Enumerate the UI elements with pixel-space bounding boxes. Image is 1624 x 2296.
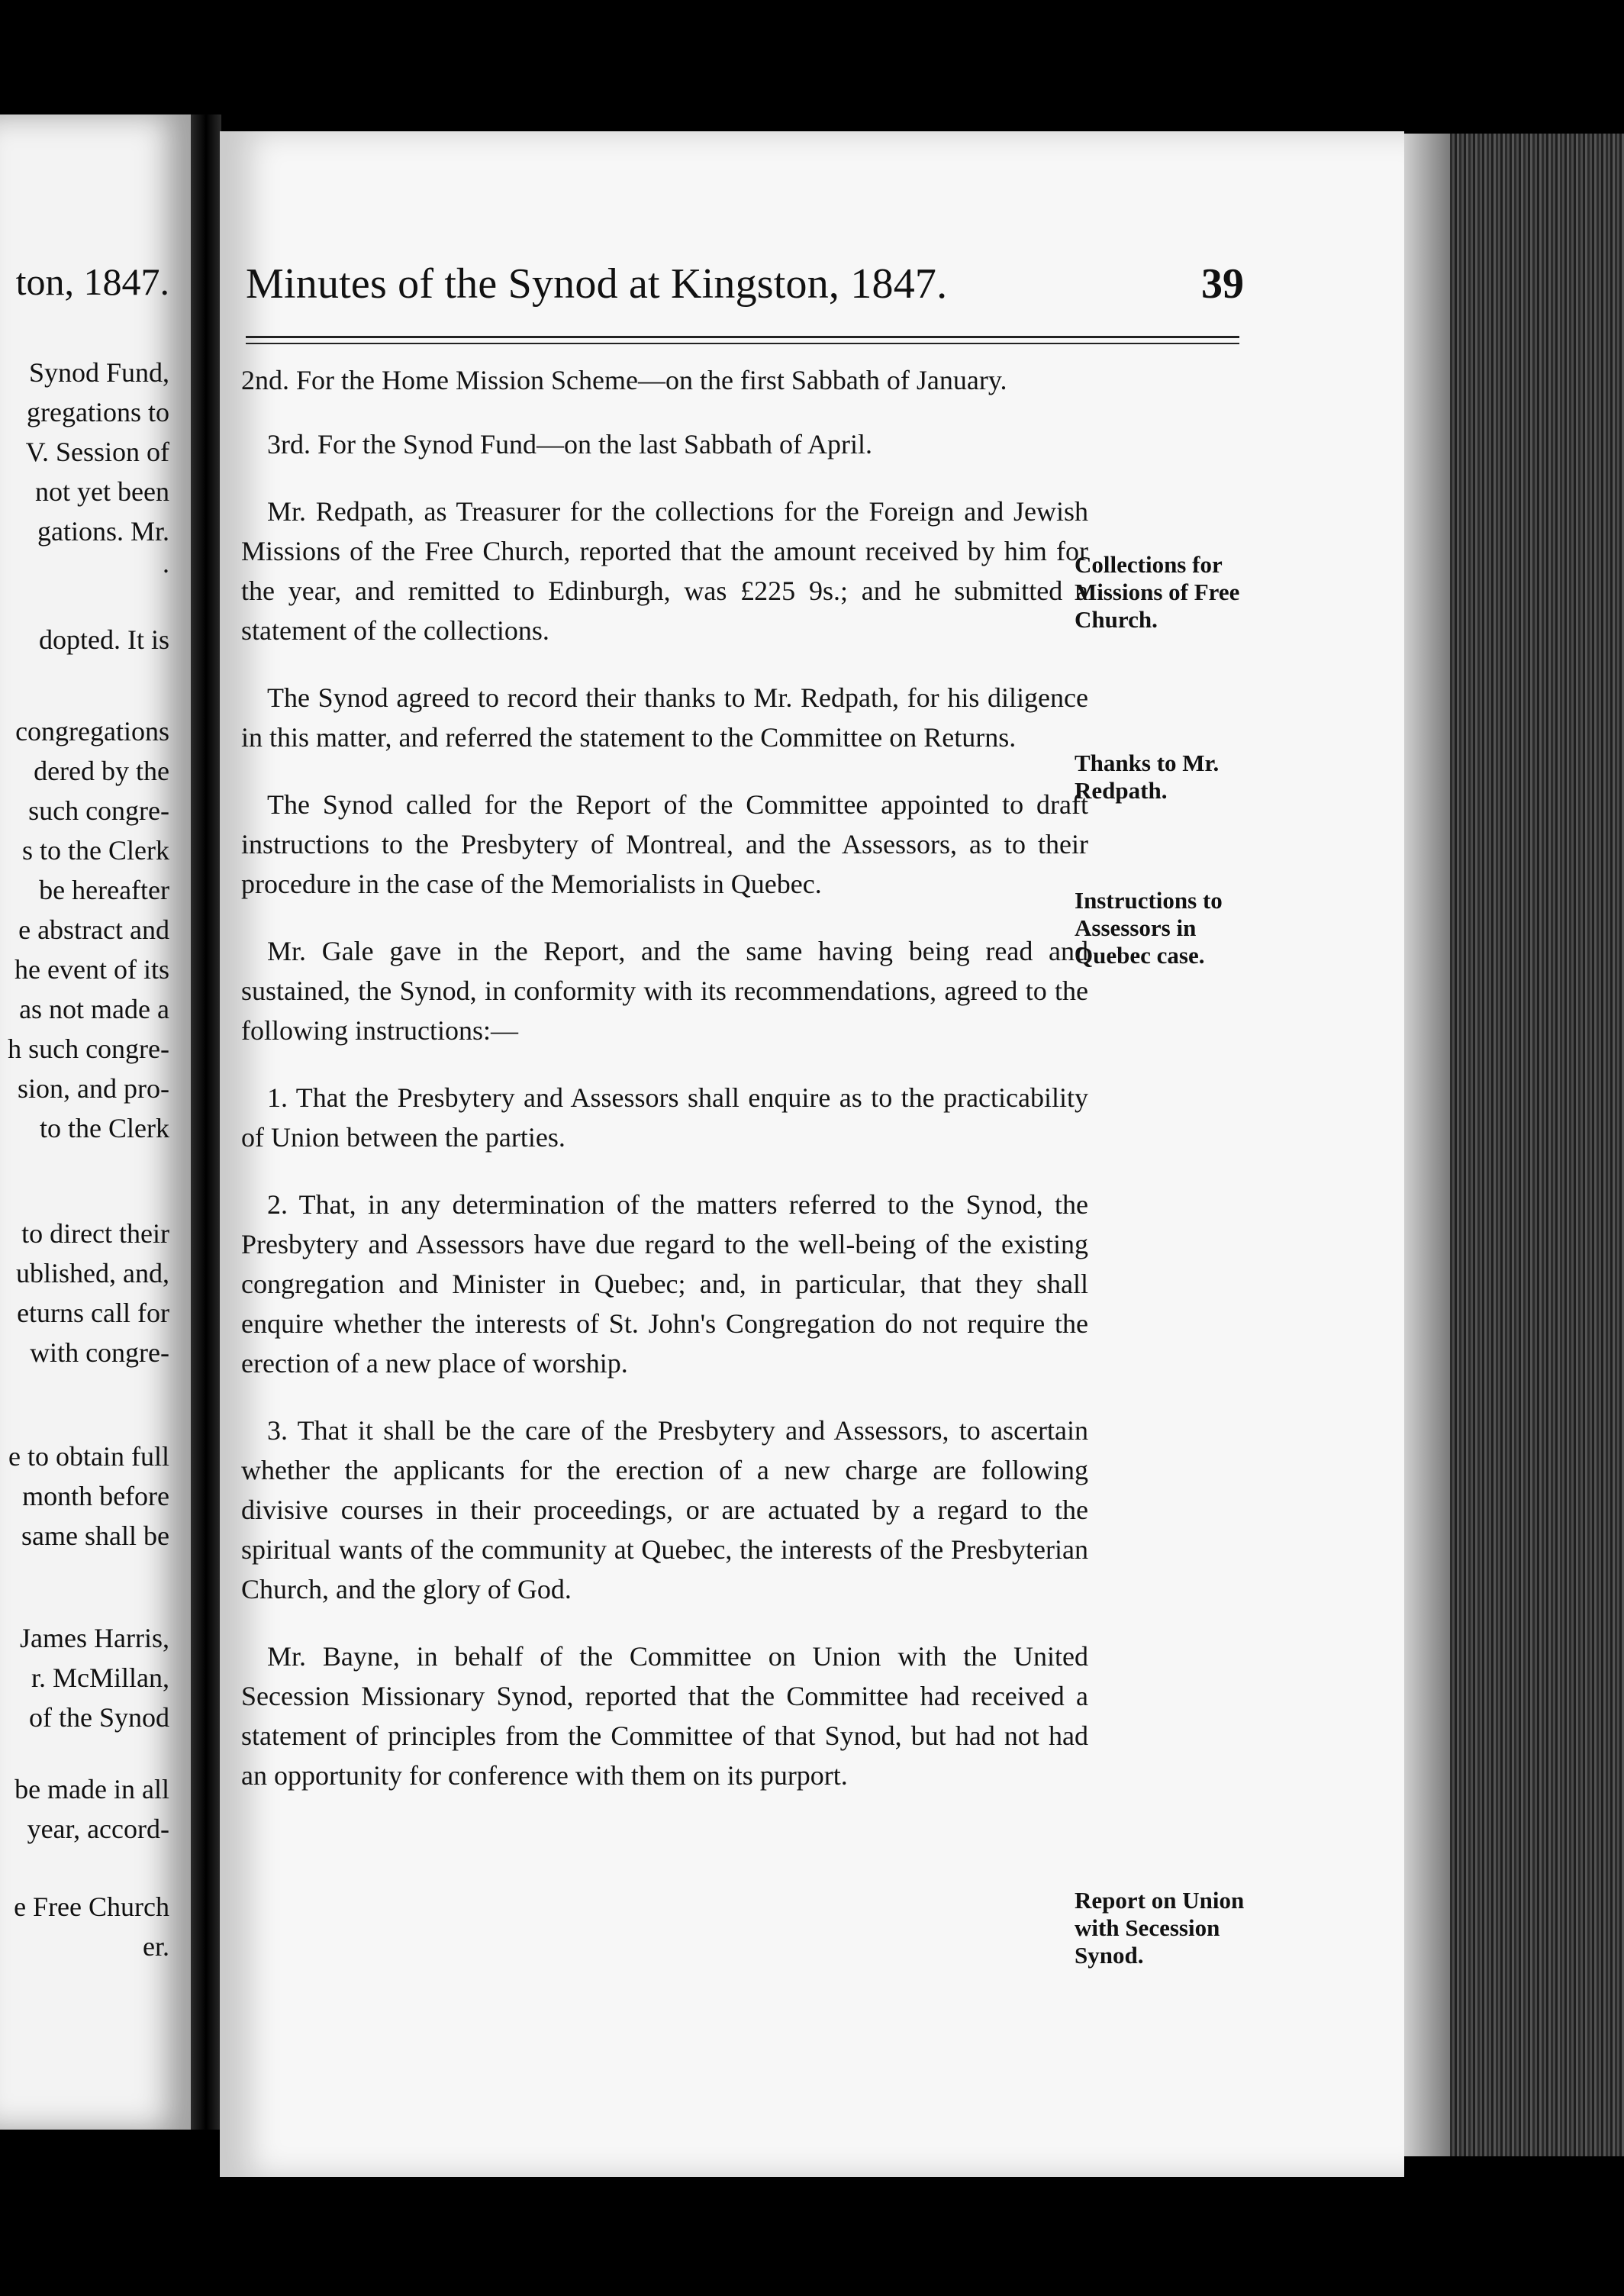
header-rule (246, 336, 1239, 338)
book-edge-shade (1404, 134, 1450, 2156)
left-text-line: he event of its (14, 954, 169, 985)
left-running-head: ton, 1847. (15, 260, 169, 303)
left-text-line: to direct their (21, 1218, 169, 1249)
left-text-line: be made in all (14, 1774, 169, 1804)
left-text-line: dered by the (34, 756, 169, 786)
paragraph: 3rd. For the Synod Fund—on the last Sabbath of April. (267, 429, 872, 460)
left-text-line: eturns call for (17, 1298, 169, 1328)
margin-note: Report on Union with Secession Synod. (1075, 1887, 1245, 1969)
left-text-line: as not made a (19, 994, 169, 1024)
paragraph: Mr. Gale gave in the Report, and the same having being read and sustained, the Synod, in conformity with its recommendations, agreed to the following instructions:— (241, 936, 1088, 1046)
left-text-line: same shall be (21, 1520, 169, 1551)
left-text-line: e to obtain full (8, 1441, 169, 1472)
left-text-line: gregations to (27, 397, 169, 427)
left-text-line: congregations (15, 716, 169, 747)
left-text-line: dopted. It is (39, 624, 169, 655)
right-page (220, 131, 1404, 2177)
left-text-line: such congre- (28, 795, 169, 826)
paragraph: 2nd. For the Home Mission Scheme—on the first Sabbath of January. (241, 365, 1007, 395)
left-text-line: V. Session of (25, 437, 169, 467)
paragraph: The Synod called for the Report of the Committee appointed to draft instructions to the Presbytery of Montreal, and the Assessors, as to their procedure in the case of the Memorialists in Quebec. (241, 789, 1088, 899)
paragraph: 2. That, in any determination of the matters referred to the Synod, the Presbytery and Assessors have due regard to the well-being of the existing congregation and Minister in Quebec; and, in particular, that they shall enquire whether the interests of St. John's Congregation do not require the erection of a new place of worship. (241, 1189, 1088, 1379)
book-gutter (191, 114, 221, 2130)
header-rule (246, 343, 1239, 344)
left-facing-page (0, 114, 191, 2130)
left-text-line: of the Synod (29, 1702, 169, 1733)
page-number: 39 (1201, 260, 1244, 308)
left-text-line: to the Clerk (40, 1113, 169, 1143)
paragraph: Mr. Redpath, as Treasurer for the collections for the Foreign and Jewish Missions of the Free Church, reported that the amount received by him for the year, and remitted to Edinburgh, was £225 9s.; and he submitted a statement of the collections. (241, 496, 1088, 646)
left-text-line: er. (143, 1931, 169, 1962)
left-text-line: gations. Mr. (37, 516, 169, 547)
left-text-line: year, accord- (27, 1814, 169, 1844)
paragraph: The Synod agreed to record their thanks to Mr. Redpath, for his diligence in this matter, and referred the statement to the Committee on Returns. (241, 682, 1088, 753)
margin-note: Instructions to Assessors in Quebec case. (1075, 887, 1223, 969)
paragraph: Mr. Bayne, in behalf of the Committee on Union with the United Secession Missionary Synod, reported that the Committee had received a statement of principles from the Committee of that Synod, but had not had an opportunity for conference with them on its purport. (241, 1641, 1088, 1791)
left-text-line: Synod Fund, (28, 357, 169, 388)
left-text-line: month before (22, 1481, 169, 1511)
paragraph: 1. That the Presbytery and Assessors shall enquire as to the practicability of Union between the parties. (241, 1082, 1088, 1153)
running-head: Minutes of the Synod at Kingston, 1847. (246, 260, 948, 308)
left-text-line: be hereafter (39, 875, 169, 905)
left-text-line: h such congre- (8, 1034, 169, 1064)
margin-note: Thanks to Mr. Redpath. (1075, 750, 1220, 804)
paragraph: 3. That it shall be the care of the Presbytery and Assessors, to ascertain whether the applicants for the erection of a new charge are following divisive courses in their proceedings, or are actuated by a regard to the spiritual wants of the community at Quebec, the interests of the Presbyterian Church, and the glory of God. (241, 1415, 1088, 1604)
margin-note: Collections for Missions of Free Church. (1075, 551, 1240, 633)
left-text-line: James Harris, (20, 1623, 169, 1653)
left-text-line: with congre- (30, 1337, 169, 1368)
left-text-line: e abstract and (18, 914, 169, 945)
left-text-line: ublished, and, (16, 1258, 169, 1288)
left-text-line: s to the Clerk (22, 835, 169, 866)
body-text (241, 360, 1088, 1823)
left-text-line: r. McMillan, (31, 1662, 169, 1693)
left-text-line: . (163, 548, 169, 579)
left-text-line: e Free Church (14, 1891, 169, 1922)
left-text-line: sion, and pro- (18, 1073, 169, 1104)
left-text-line: not yet been (35, 476, 169, 507)
